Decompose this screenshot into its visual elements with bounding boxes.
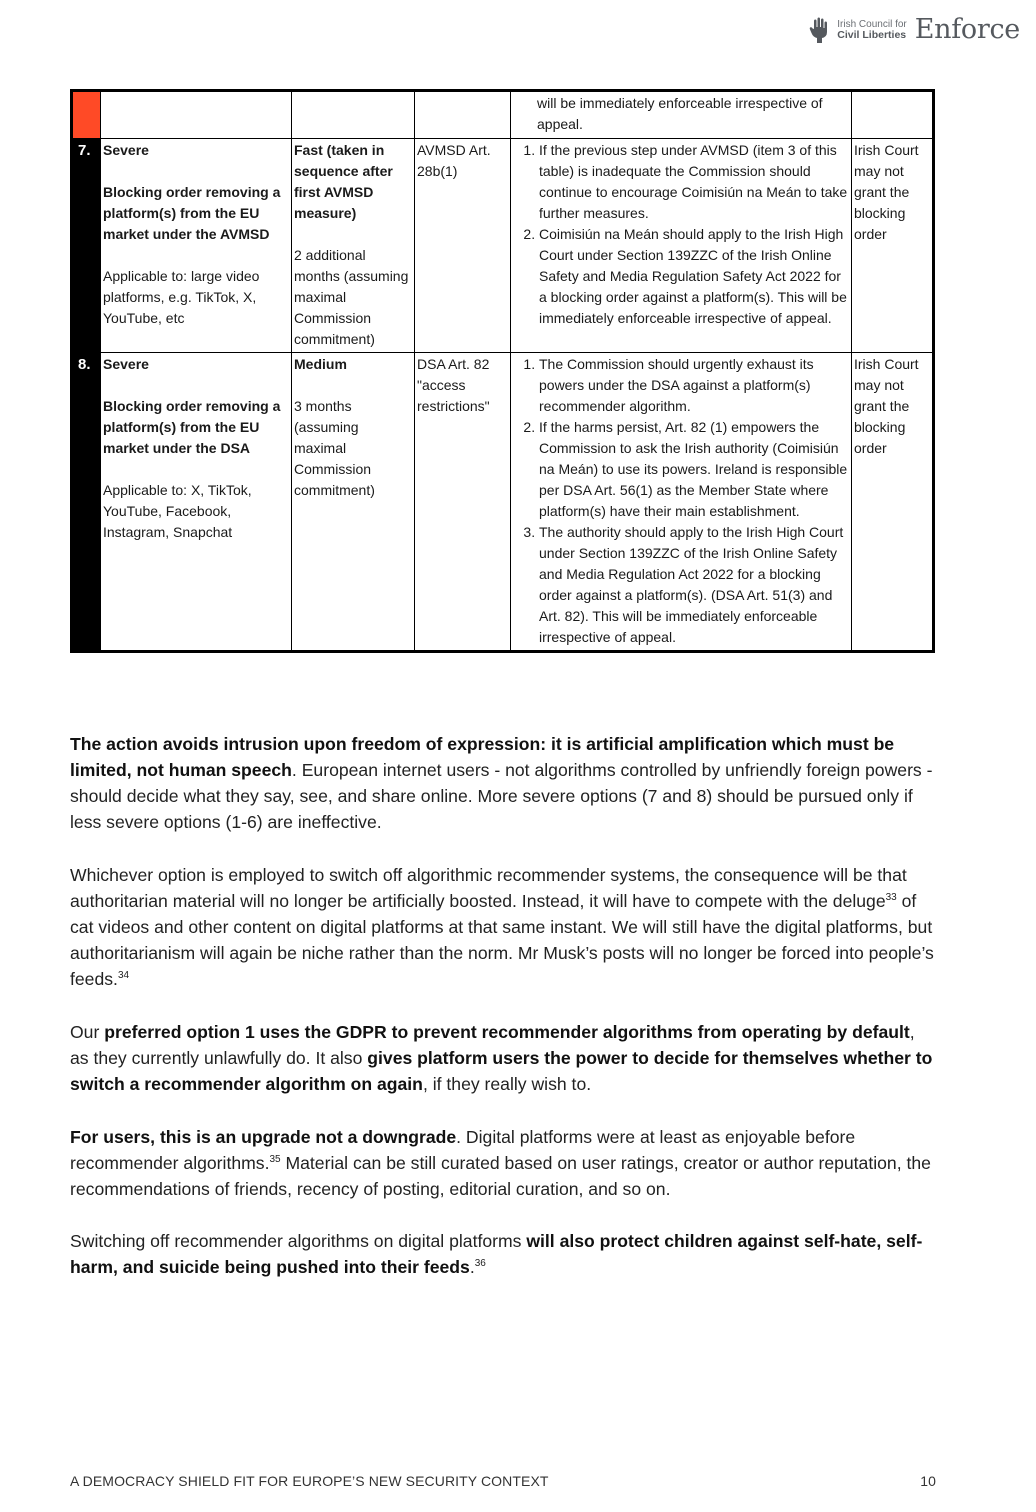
paragraph-upgrade: For users, this is an upgrade not a downgrade. Digital platforms were at least as enjoyable before recommender algorithms.$^{35}$ Material can be still curated based on user ratings, creator or author reputation, the recommendations of friends, recency of posting, editorial curation, and so on. bbox=[70, 1127, 931, 1199]
steps-list bbox=[513, 140, 849, 329]
speed-label: Fast (taken in sequence after first AVMSD measure) bbox=[294, 142, 393, 221]
step-item: 3. The authority should apply to the Irish High Court under Section 139ZZC of the Irish Online Safety and Media Regulation Act 2022 for a blocking order against a platform(s). (DSA Art. 51(3) and Art. 82). This will be immediately enforceable irrespective of appeal. bbox=[539, 522, 849, 648]
speed-detail: 2 additional months (assuming maximal Commission commitment) bbox=[294, 247, 409, 347]
options-table bbox=[70, 89, 935, 653]
row-number: 8. bbox=[72, 353, 101, 652]
table-row-continuation bbox=[72, 91, 934, 139]
emphasis: preferred option 1 uses the GDPR to prevent recommender algorithms from operating by default bbox=[104, 1022, 910, 1042]
speed-detail: 3 months (assuming maximal Commission commitment) bbox=[294, 398, 375, 498]
raised-hand-icon bbox=[809, 17, 829, 43]
row-number: 7. bbox=[72, 139, 101, 353]
steps-cell bbox=[511, 353, 852, 652]
paragraph-freedom-of-expression: The action avoids intrusion upon freedom of expression: it is artificial amplification which must be limited, not human speech. European internet users - not algorithms controlled by unfriendly foreign powers - should decide what they say, see, and share online. More severe options (7 and 8) should be pursued only if less severe options (1-6) are ineffective. bbox=[70, 734, 933, 832]
applicable-to: Applicable to: X, TikTok, YouTube, Facebook, Instagram, Snapchat bbox=[103, 482, 252, 540]
footnote-ref[interactable]: 35 bbox=[269, 1154, 281, 1166]
emphasis: The action avoids intrusion upon freedom of expression: it is artificial amplification which must be limited, not human speech bbox=[70, 734, 895, 780]
step-item: 2. Coimisiún na Meán should apply to the Irish High Court under Section 139ZZC of the Irish Online Safety and Media Regulation Safety Act 2022 for a blocking order against a platform(s). This will be immediately enforceable irrespective of appeal. bbox=[539, 224, 849, 329]
step-continuation: will be immediately enforceable irrespective of appeal. bbox=[537, 95, 823, 132]
paragraph-consequence: Whichever option is employed to switch off algorithmic recommender systems, the consequence will be that authoritarian material will no longer be artificially boosted. Instead, it will have to compete with the deluge$^{33}$ of cat videos and other content on digital platforms at that same instant. We will still have the digital platforms, but authoritarianism will again be niche rather than the norm. Mr Musk’s posts will no longer be forced into people’s feeds.$^{34}$ bbox=[70, 865, 934, 989]
table-row bbox=[72, 353, 934, 652]
risk-cell: Irish Court may not grant the blocking order bbox=[852, 353, 934, 652]
speed-label: Medium bbox=[294, 356, 347, 372]
paragraph-children: Switching off recommender algorithms on digital platforms will also protect children against self-hate, self-harm, and suicide being pushed into their feeds.$^{36}$ bbox=[70, 1231, 923, 1277]
speed-cell bbox=[292, 353, 415, 652]
option-description bbox=[101, 139, 292, 353]
footnote-ref[interactable]: 36 bbox=[474, 1258, 486, 1270]
footnote-ref[interactable]: 34 bbox=[117, 970, 130, 982]
step-item: 2. If the harms persist, Art. 82 (1) empowers the Commission to ask the Irish authority (Coimisiún na Meán) to use its powers. Ireland is responsible per DSA Art. 56(1) as the Member State where platform(s) have their main establishment. bbox=[539, 417, 849, 522]
emphasis: gives platform users the power to decide for themselves whether to switch a recommender algorithm on again bbox=[70, 1048, 933, 1094]
paragraph-preferred-option: Our preferred option 1 uses the GDPR to prevent recommender algorithms from operating by default, as they currently unlawfully do. It also gives platform users the power to decide for themselves whether to switch a recommender algorithm on again, if they really wish to. bbox=[70, 1022, 933, 1094]
severity-label: Severe bbox=[103, 142, 149, 158]
footer-title: A DEMOCRACY SHIELD FIT FOR EUROPE’S NEW SECURITY CONTEXT bbox=[70, 1473, 549, 1489]
brand-enforce: Enforce bbox=[914, 14, 1020, 45]
page-footer bbox=[70, 1473, 936, 1489]
org-name bbox=[837, 19, 906, 41]
severity-label: Severe bbox=[103, 356, 149, 372]
option-title: Blocking order removing a platform(s) from the EU market under the DSA bbox=[103, 398, 281, 456]
speed-cell bbox=[292, 139, 415, 353]
footnote-ref[interactable]: 33 bbox=[885, 892, 897, 904]
option-title: Blocking order removing a platform(s) from the EU market under the AVMSD bbox=[103, 184, 281, 242]
emphasis: will also protect children against self-hate, self-harm, and suicide being pushed into their feeds bbox=[70, 1231, 923, 1277]
step-item: 1. The Commission should urgently exhaust its powers under the DSA against a platform(s) recommender algorithm. bbox=[539, 354, 849, 417]
steps-list bbox=[513, 354, 849, 648]
page-number: 10 bbox=[920, 1473, 936, 1489]
option-description bbox=[101, 353, 292, 652]
legal-basis: DSA Art. 82 "access restrictions" bbox=[415, 353, 511, 652]
emphasis: For users, this is an upgrade not a downgrade bbox=[70, 1127, 457, 1147]
applicable-to: Applicable to: large video platforms, e.g. TikTok, X, YouTube, etc bbox=[103, 268, 260, 326]
table-row bbox=[72, 139, 934, 353]
risk-cell: Irish Court may not grant the blocking order bbox=[852, 139, 934, 353]
steps-cell bbox=[511, 139, 852, 353]
legal-basis: AVMSD Art. 28b(1) bbox=[415, 139, 511, 353]
org-name-line1: Irish Council for bbox=[837, 18, 907, 30]
row-number-cell bbox=[72, 91, 101, 139]
header-logo bbox=[809, 14, 1020, 45]
step-item: 1. If the previous step under AVMSD (item 3 of this table) is inadequate the Commission should continue to encourage Coimisiún na Meán to take further measures. bbox=[539, 140, 849, 224]
org-name-line2: Civil Liberties bbox=[837, 28, 907, 41]
